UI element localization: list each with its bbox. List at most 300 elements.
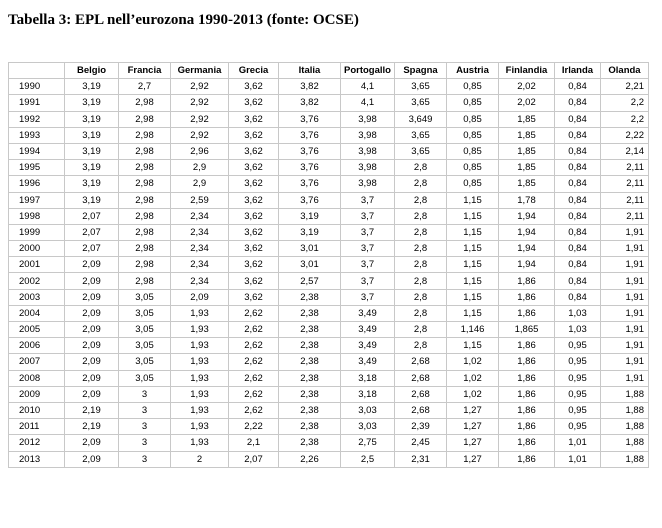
column-header: Irlanda bbox=[555, 63, 601, 79]
value-cell: 3,05 bbox=[119, 289, 171, 305]
value-cell: 3 bbox=[119, 419, 171, 435]
value-cell: 1,93 bbox=[171, 419, 229, 435]
value-cell: 3,98 bbox=[341, 127, 395, 143]
value-cell: 3,62 bbox=[229, 79, 279, 95]
value-cell: 1,15 bbox=[447, 305, 499, 321]
value-cell: 2,34 bbox=[171, 224, 229, 240]
column-header: Austria bbox=[447, 63, 499, 79]
value-cell: 1,94 bbox=[499, 241, 555, 257]
value-cell: 1,27 bbox=[447, 451, 499, 467]
value-cell: 3,19 bbox=[65, 95, 119, 111]
value-cell: 2,09 bbox=[171, 289, 229, 305]
table-row bbox=[9, 451, 649, 467]
column-header: Belgio bbox=[65, 63, 119, 79]
table-row bbox=[9, 273, 649, 289]
value-cell: 3,01 bbox=[279, 241, 341, 257]
value-cell: 2,75 bbox=[341, 435, 395, 451]
table-row bbox=[9, 176, 649, 192]
value-cell: 1,85 bbox=[499, 143, 555, 159]
value-cell: 0,85 bbox=[447, 160, 499, 176]
table-header bbox=[9, 63, 649, 79]
value-cell: 0,85 bbox=[447, 95, 499, 111]
table-row bbox=[9, 305, 649, 321]
value-cell: 0,84 bbox=[555, 257, 601, 273]
value-cell: 2,98 bbox=[119, 111, 171, 127]
value-cell: 3,62 bbox=[229, 192, 279, 208]
value-cell: 2,09 bbox=[65, 338, 119, 354]
value-cell: 2,98 bbox=[119, 241, 171, 257]
value-cell: 1,93 bbox=[171, 305, 229, 321]
value-cell: 1,93 bbox=[171, 322, 229, 338]
value-cell: 3,19 bbox=[279, 208, 341, 224]
value-cell: 1,03 bbox=[555, 305, 601, 321]
value-cell: 1,86 bbox=[499, 305, 555, 321]
value-cell: 2,98 bbox=[119, 176, 171, 192]
value-cell: 1,15 bbox=[447, 338, 499, 354]
value-cell: 3,7 bbox=[341, 257, 395, 273]
value-cell: 3,649 bbox=[395, 111, 447, 127]
value-cell: 2,45 bbox=[395, 435, 447, 451]
table-row bbox=[9, 370, 649, 386]
value-cell: 1,91 bbox=[601, 273, 649, 289]
value-cell: 1,88 bbox=[601, 386, 649, 402]
value-cell: 1,02 bbox=[447, 370, 499, 386]
value-cell: 2,62 bbox=[229, 386, 279, 402]
value-cell: 2,26 bbox=[279, 451, 341, 467]
value-cell: 3,19 bbox=[65, 176, 119, 192]
table-row bbox=[9, 208, 649, 224]
value-cell: 1,86 bbox=[499, 289, 555, 305]
value-cell: 1,15 bbox=[447, 208, 499, 224]
value-cell: 3,62 bbox=[229, 208, 279, 224]
value-cell: 2,39 bbox=[395, 419, 447, 435]
column-header: Germania bbox=[171, 63, 229, 79]
value-cell: 2,09 bbox=[65, 354, 119, 370]
value-cell: 2,57 bbox=[279, 273, 341, 289]
value-cell: 1,88 bbox=[601, 402, 649, 418]
value-cell: 3,98 bbox=[341, 143, 395, 159]
value-cell: 1,15 bbox=[447, 289, 499, 305]
value-cell: 2,92 bbox=[171, 95, 229, 111]
value-cell: 1,88 bbox=[601, 419, 649, 435]
value-cell: 0,85 bbox=[447, 176, 499, 192]
value-cell: 2,8 bbox=[395, 224, 447, 240]
year-cell: 1998 bbox=[9, 208, 65, 224]
value-cell: 3,62 bbox=[229, 289, 279, 305]
value-cell: 2,8 bbox=[395, 273, 447, 289]
value-cell: 1,94 bbox=[499, 257, 555, 273]
value-cell: 2,8 bbox=[395, 305, 447, 321]
value-cell: 1,27 bbox=[447, 435, 499, 451]
value-cell: 3,65 bbox=[395, 127, 447, 143]
value-cell: 2,09 bbox=[65, 386, 119, 402]
value-cell: 0,95 bbox=[555, 419, 601, 435]
value-cell: 3,19 bbox=[279, 224, 341, 240]
year-cell: 2005 bbox=[9, 322, 65, 338]
value-cell: 2,5 bbox=[341, 451, 395, 467]
year-cell: 2010 bbox=[9, 402, 65, 418]
year-cell: 2002 bbox=[9, 273, 65, 289]
value-cell: 1,86 bbox=[499, 419, 555, 435]
value-cell: 2,34 bbox=[171, 241, 229, 257]
value-cell: 2,8 bbox=[395, 160, 447, 176]
value-cell: 2,07 bbox=[65, 224, 119, 240]
value-cell: 2,19 bbox=[65, 419, 119, 435]
value-cell: 3,05 bbox=[119, 370, 171, 386]
value-cell: 2,62 bbox=[229, 305, 279, 321]
value-cell: 2,96 bbox=[171, 143, 229, 159]
year-cell: 1993 bbox=[9, 127, 65, 143]
value-cell: 3,7 bbox=[341, 192, 395, 208]
value-cell: 2,02 bbox=[499, 79, 555, 95]
value-cell: 1,02 bbox=[447, 354, 499, 370]
value-cell: 2,11 bbox=[601, 192, 649, 208]
value-cell: 3,05 bbox=[119, 338, 171, 354]
table-row bbox=[9, 143, 649, 159]
value-cell: 0,95 bbox=[555, 370, 601, 386]
value-cell: 0,84 bbox=[555, 95, 601, 111]
value-cell: 3,98 bbox=[341, 160, 395, 176]
year-cell: 1996 bbox=[9, 176, 65, 192]
value-cell: 1,86 bbox=[499, 354, 555, 370]
value-cell: 2,8 bbox=[395, 289, 447, 305]
value-cell: 1,86 bbox=[499, 451, 555, 467]
value-cell: 3 bbox=[119, 402, 171, 418]
value-cell: 2,19 bbox=[65, 402, 119, 418]
column-header: Olanda bbox=[601, 63, 649, 79]
value-cell: 2,98 bbox=[119, 95, 171, 111]
year-cell: 2003 bbox=[9, 289, 65, 305]
value-cell: 1,91 bbox=[601, 370, 649, 386]
value-cell: 2,98 bbox=[119, 127, 171, 143]
value-cell: 1,86 bbox=[499, 338, 555, 354]
year-cell: 2000 bbox=[9, 241, 65, 257]
year-cell: 1991 bbox=[9, 95, 65, 111]
table-row bbox=[9, 322, 649, 338]
year-cell: 2006 bbox=[9, 338, 65, 354]
value-cell: 1,85 bbox=[499, 111, 555, 127]
value-cell: 3,76 bbox=[279, 143, 341, 159]
value-cell: 1,91 bbox=[601, 322, 649, 338]
year-cell: 1992 bbox=[9, 111, 65, 127]
value-cell: 0,84 bbox=[555, 79, 601, 95]
year-cell: 2004 bbox=[9, 305, 65, 321]
table-title: Tabella 3: EPL nell’eurozona 1990-2013 (fonte: OCSE) bbox=[8, 12, 359, 28]
column-header: Finlandia bbox=[499, 63, 555, 79]
value-cell: 0,85 bbox=[447, 143, 499, 159]
value-cell: 1,86 bbox=[499, 435, 555, 451]
value-cell: 3,82 bbox=[279, 79, 341, 95]
table-row bbox=[9, 192, 649, 208]
value-cell: 0,84 bbox=[555, 127, 601, 143]
year-cell: 1999 bbox=[9, 224, 65, 240]
value-cell: 2,98 bbox=[119, 160, 171, 176]
value-cell: 3,62 bbox=[229, 273, 279, 289]
value-cell: 2,68 bbox=[395, 402, 447, 418]
value-cell: 2,07 bbox=[65, 208, 119, 224]
table-row bbox=[9, 435, 649, 451]
table-row bbox=[9, 338, 649, 354]
value-cell: 0,84 bbox=[555, 160, 601, 176]
column-header: Italia bbox=[279, 63, 341, 79]
value-cell: 3,03 bbox=[341, 419, 395, 435]
value-cell: 2,92 bbox=[171, 111, 229, 127]
value-cell: 2,07 bbox=[229, 451, 279, 467]
value-cell: 2,21 bbox=[601, 79, 649, 95]
value-cell: 3,19 bbox=[65, 160, 119, 176]
header-row bbox=[9, 63, 649, 79]
value-cell: 3,76 bbox=[279, 111, 341, 127]
value-cell: 2,38 bbox=[279, 354, 341, 370]
table-row bbox=[9, 160, 649, 176]
value-cell: 0,84 bbox=[555, 208, 601, 224]
table-row bbox=[9, 224, 649, 240]
value-cell: 1,86 bbox=[499, 386, 555, 402]
value-cell: 3,19 bbox=[65, 111, 119, 127]
value-cell: 3,01 bbox=[279, 257, 341, 273]
value-cell: 1,91 bbox=[601, 305, 649, 321]
value-cell: 2,98 bbox=[119, 143, 171, 159]
value-cell: 3,62 bbox=[229, 257, 279, 273]
value-cell: 3,49 bbox=[341, 322, 395, 338]
value-cell: 3,19 bbox=[65, 127, 119, 143]
value-cell: 2,11 bbox=[601, 176, 649, 192]
value-cell: 3,7 bbox=[341, 208, 395, 224]
value-cell: 0,84 bbox=[555, 111, 601, 127]
value-cell: 2,09 bbox=[65, 322, 119, 338]
value-cell: 1,94 bbox=[499, 208, 555, 224]
value-cell: 3,76 bbox=[279, 176, 341, 192]
value-cell: 2,34 bbox=[171, 257, 229, 273]
value-cell: 3,7 bbox=[341, 241, 395, 257]
value-cell: 2,09 bbox=[65, 451, 119, 467]
value-cell: 2,9 bbox=[171, 176, 229, 192]
value-cell: 1,85 bbox=[499, 176, 555, 192]
value-cell: 2,22 bbox=[229, 419, 279, 435]
value-cell: 3,76 bbox=[279, 127, 341, 143]
value-cell: 2,8 bbox=[395, 241, 447, 257]
value-cell: 3,82 bbox=[279, 95, 341, 111]
value-cell: 3,65 bbox=[395, 79, 447, 95]
value-cell: 1,91 bbox=[601, 241, 649, 257]
value-cell: 3,19 bbox=[65, 192, 119, 208]
year-cell: 1994 bbox=[9, 143, 65, 159]
value-cell: 1,865 bbox=[499, 322, 555, 338]
value-cell: 1,91 bbox=[601, 224, 649, 240]
value-cell: 2,8 bbox=[395, 208, 447, 224]
value-cell: 1,86 bbox=[499, 402, 555, 418]
value-cell: 2,38 bbox=[279, 289, 341, 305]
value-cell: 1,27 bbox=[447, 419, 499, 435]
value-cell: 1,15 bbox=[447, 192, 499, 208]
value-cell: 2,1 bbox=[229, 435, 279, 451]
value-cell: 2,38 bbox=[279, 322, 341, 338]
value-cell: 2,7 bbox=[119, 79, 171, 95]
value-cell: 3,49 bbox=[341, 338, 395, 354]
value-cell: 3,65 bbox=[395, 95, 447, 111]
value-cell: 2,92 bbox=[171, 79, 229, 95]
value-cell: 1,88 bbox=[601, 451, 649, 467]
value-cell: 3,76 bbox=[279, 192, 341, 208]
value-cell: 2,8 bbox=[395, 176, 447, 192]
column-header: Francia bbox=[119, 63, 171, 79]
value-cell: 3,19 bbox=[65, 79, 119, 95]
value-cell: 1,02 bbox=[447, 386, 499, 402]
value-cell: 1,86 bbox=[499, 370, 555, 386]
value-cell: 2,68 bbox=[395, 370, 447, 386]
value-cell: 3,19 bbox=[65, 143, 119, 159]
value-cell: 2,8 bbox=[395, 322, 447, 338]
value-cell: 0,95 bbox=[555, 338, 601, 354]
value-cell: 0,85 bbox=[447, 79, 499, 95]
value-cell: 2,11 bbox=[601, 208, 649, 224]
value-cell: 3,62 bbox=[229, 143, 279, 159]
table-row bbox=[9, 354, 649, 370]
year-cell: 2013 bbox=[9, 451, 65, 467]
value-cell: 2,22 bbox=[601, 127, 649, 143]
value-cell: 2,8 bbox=[395, 338, 447, 354]
value-cell: 1,01 bbox=[555, 451, 601, 467]
value-cell: 1,146 bbox=[447, 322, 499, 338]
value-cell: 0,84 bbox=[555, 289, 601, 305]
value-cell: 3,62 bbox=[229, 241, 279, 257]
value-cell: 2,09 bbox=[65, 305, 119, 321]
value-cell: 0,84 bbox=[555, 273, 601, 289]
value-cell: 0,85 bbox=[447, 111, 499, 127]
value-cell: 1,85 bbox=[499, 127, 555, 143]
value-cell: 2,59 bbox=[171, 192, 229, 208]
value-cell: 2,92 bbox=[171, 127, 229, 143]
year-cell: 2007 bbox=[9, 354, 65, 370]
value-cell: 2 bbox=[171, 451, 229, 467]
value-cell: 2,09 bbox=[65, 257, 119, 273]
value-cell: 1,27 bbox=[447, 402, 499, 418]
value-cell: 3,76 bbox=[279, 160, 341, 176]
table-row bbox=[9, 257, 649, 273]
value-cell: 2,34 bbox=[171, 273, 229, 289]
table-row bbox=[9, 386, 649, 402]
value-cell: 2,8 bbox=[395, 192, 447, 208]
value-cell: 4,1 bbox=[341, 79, 395, 95]
value-cell: 0,95 bbox=[555, 354, 601, 370]
value-cell: 3,62 bbox=[229, 176, 279, 192]
value-cell: 3,62 bbox=[229, 127, 279, 143]
value-cell: 1,93 bbox=[171, 338, 229, 354]
value-cell: 1,91 bbox=[601, 338, 649, 354]
value-cell: 1,93 bbox=[171, 386, 229, 402]
value-cell: 3,03 bbox=[341, 402, 395, 418]
value-cell: 2,14 bbox=[601, 143, 649, 159]
value-cell: 1,93 bbox=[171, 435, 229, 451]
value-cell: 3,62 bbox=[229, 224, 279, 240]
value-cell: 4,1 bbox=[341, 95, 395, 111]
value-cell: 3 bbox=[119, 435, 171, 451]
value-cell: 3,65 bbox=[395, 143, 447, 159]
value-cell: 2,62 bbox=[229, 402, 279, 418]
table-row bbox=[9, 95, 649, 111]
value-cell: 1,91 bbox=[601, 289, 649, 305]
value-cell: 3,49 bbox=[341, 305, 395, 321]
value-cell: 2,62 bbox=[229, 370, 279, 386]
year-cell: 2009 bbox=[9, 386, 65, 402]
year-cell: 1995 bbox=[9, 160, 65, 176]
value-cell: 1,15 bbox=[447, 241, 499, 257]
value-cell: 2,07 bbox=[65, 241, 119, 257]
value-cell: 3,05 bbox=[119, 305, 171, 321]
value-cell: 0,84 bbox=[555, 143, 601, 159]
value-cell: 2,62 bbox=[229, 354, 279, 370]
value-cell: 0,84 bbox=[555, 241, 601, 257]
value-cell: 3,62 bbox=[229, 160, 279, 176]
table-row bbox=[9, 402, 649, 418]
value-cell: 3 bbox=[119, 451, 171, 467]
year-cell: 1990 bbox=[9, 79, 65, 95]
value-cell: 3,18 bbox=[341, 370, 395, 386]
value-cell: 2,31 bbox=[395, 451, 447, 467]
value-cell: 3,62 bbox=[229, 95, 279, 111]
value-cell: 1,94 bbox=[499, 224, 555, 240]
value-cell: 1,15 bbox=[447, 273, 499, 289]
value-cell: 1,91 bbox=[601, 257, 649, 273]
value-cell: 1,91 bbox=[601, 354, 649, 370]
year-cell: 2001 bbox=[9, 257, 65, 273]
value-cell: 3,7 bbox=[341, 273, 395, 289]
value-cell: 1,85 bbox=[499, 160, 555, 176]
value-cell: 2,38 bbox=[279, 402, 341, 418]
value-cell: 2,09 bbox=[65, 289, 119, 305]
value-cell: 1,93 bbox=[171, 370, 229, 386]
value-cell: 0,84 bbox=[555, 176, 601, 192]
value-cell: 1,86 bbox=[499, 273, 555, 289]
value-cell: 2,09 bbox=[65, 435, 119, 451]
value-cell: 1,88 bbox=[601, 435, 649, 451]
value-cell: 2,34 bbox=[171, 208, 229, 224]
value-cell: 1,01 bbox=[555, 435, 601, 451]
column-header: Portogallo bbox=[341, 63, 395, 79]
year-cell: 1997 bbox=[9, 192, 65, 208]
table-row bbox=[9, 111, 649, 127]
value-cell: 1,15 bbox=[447, 224, 499, 240]
value-cell: 2,38 bbox=[279, 419, 341, 435]
table-row bbox=[9, 241, 649, 257]
value-cell: 2,98 bbox=[119, 192, 171, 208]
table-row bbox=[9, 419, 649, 435]
value-cell: 2,62 bbox=[229, 322, 279, 338]
value-cell: 2,98 bbox=[119, 208, 171, 224]
column-header: Grecia bbox=[229, 63, 279, 79]
value-cell: 2,11 bbox=[601, 160, 649, 176]
value-cell: 3 bbox=[119, 386, 171, 402]
value-cell: 2,38 bbox=[279, 338, 341, 354]
year-cell: 2008 bbox=[9, 370, 65, 386]
value-cell: 2,98 bbox=[119, 257, 171, 273]
value-cell: 3,98 bbox=[341, 111, 395, 127]
table-row bbox=[9, 289, 649, 305]
table-row bbox=[9, 79, 649, 95]
value-cell: 1,03 bbox=[555, 322, 601, 338]
table-body bbox=[9, 79, 649, 468]
header-corner bbox=[9, 63, 65, 79]
year-cell: 2012 bbox=[9, 435, 65, 451]
value-cell: 1,93 bbox=[171, 354, 229, 370]
value-cell: 3,7 bbox=[341, 289, 395, 305]
value-cell: 2,62 bbox=[229, 338, 279, 354]
value-cell: 1,93 bbox=[171, 402, 229, 418]
value-cell: 1,78 bbox=[499, 192, 555, 208]
value-cell: 3,7 bbox=[341, 224, 395, 240]
value-cell: 2,98 bbox=[119, 273, 171, 289]
value-cell: 3,05 bbox=[119, 354, 171, 370]
